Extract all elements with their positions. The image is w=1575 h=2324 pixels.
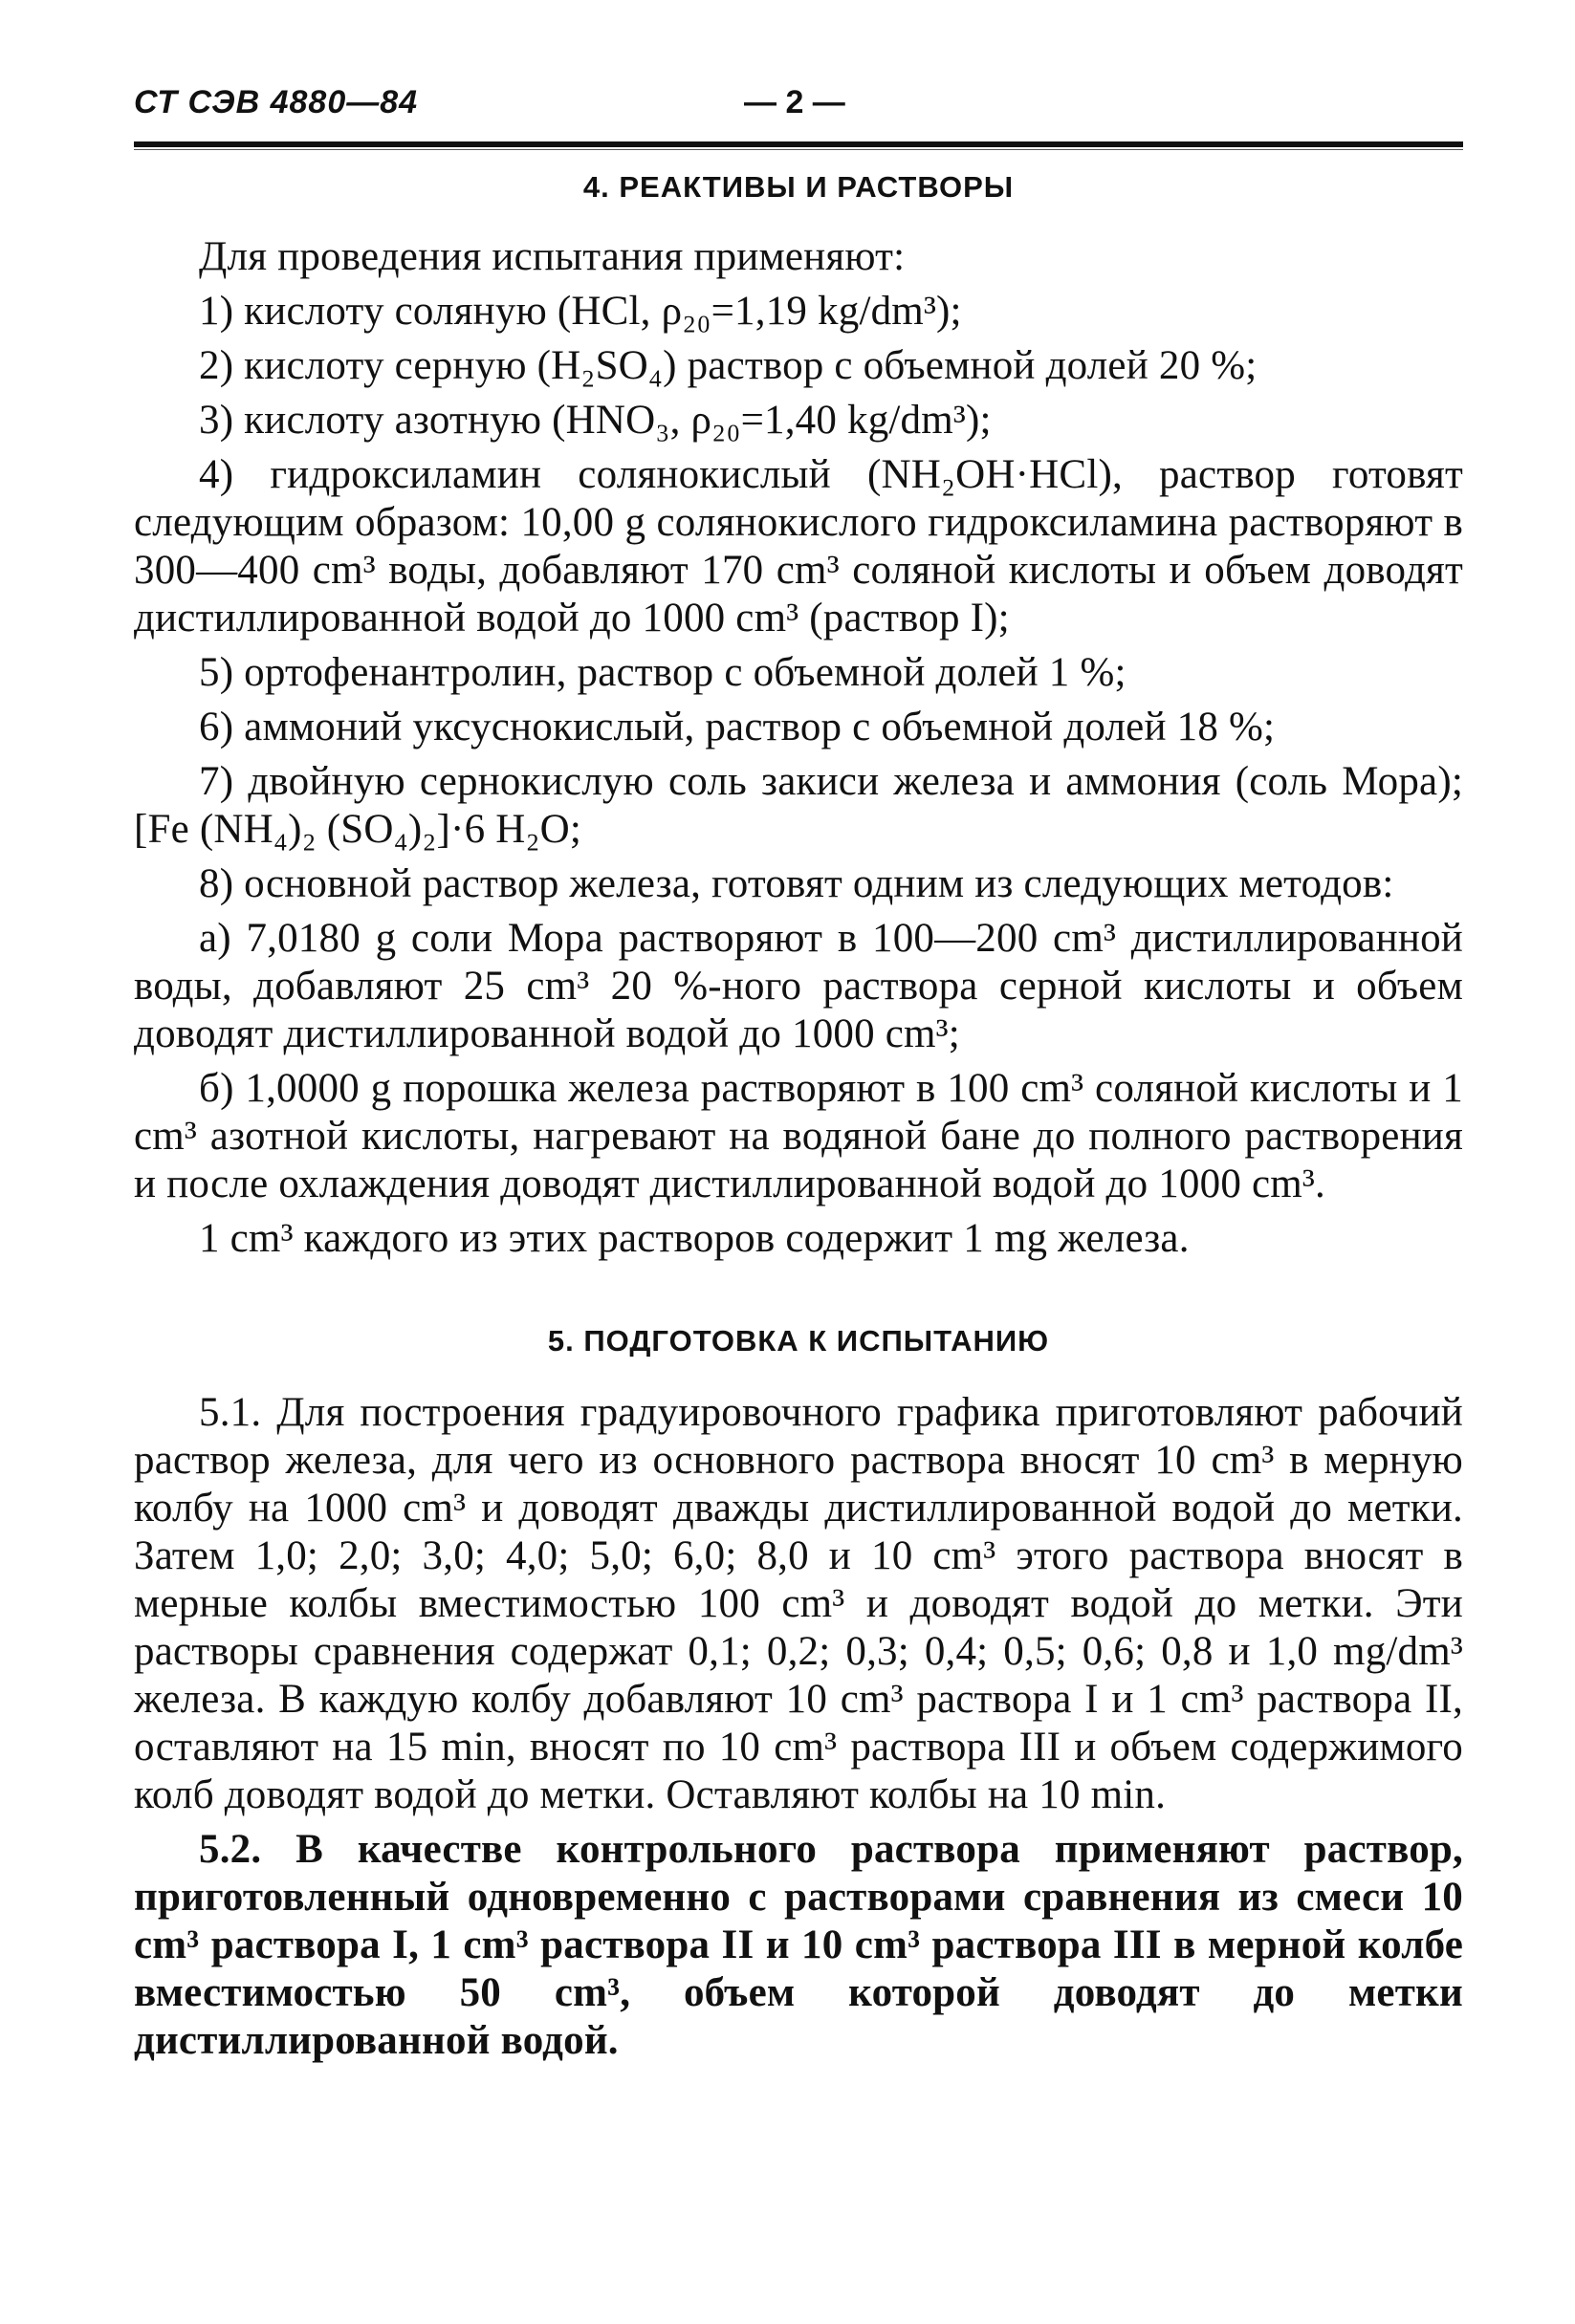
section-4-title: 4. РЕАКТИВЫ И РАСТВОРЫ xyxy=(582,170,1015,204)
method-a: а) 7,0180 g соли Мора растворяют в 100—200 cm³ дистиллированной воды, добавляют 25 cm³ 20 %-ного раствора серной кислоты и объем доводят дистиллированной водой до 1000 cm³; xyxy=(134,916,1463,1056)
page-number: — 2 — xyxy=(744,84,845,120)
clause-5-1: 5.1. Для построения градуировочного графика приготовляют рабочий раствор железа, для чего из основного раствора вносят 10 cm³ в мерную колбу на 1000 cm³ и доводят дважды дистиллированной водой до метки. Затем 1,0; 2,0; 3,0; 4,0; 5,0; 6,0; 8,0 и 10 cm³ этого раствора вносят в мерные колбы вместимостью 100 cm³ и доводят водой до метки. Эти растворы сравнения содержат 0,1; 0,2; 0,3; 0,4; 0,5; 0,6; 0,8 и 1,0 mg/dm³ железа. В каждую колбу добавляют 10 cm³ раствора I и 1 cm³ раствора II, оставляют на 15 min, вносят по 10 cm³ раствора III и объем содержимого колб доводят водой до метки. Оставляют колбы на 10 min. xyxy=(134,1390,1463,1817)
section-4-intro: Для проведения испытания применяют: xyxy=(199,234,906,279)
reagent-item-8: 8) основной раствор железа, готовят одним из следующих методов: xyxy=(199,861,1394,906)
reagent-item-4: 4) гидроксиламин солянокислый (NH₂OH·HCl), раствор готовят следующим образом: 10,00 g солянокислого гидроксиламина растворяют в 300—400 cm³ воды, добавляют 170 cm³ соляной кислоты и объем доводят дистиллированной водой до 1000 cm³ (раствор I); xyxy=(134,452,1463,641)
header-rule-thin xyxy=(134,149,1463,150)
reagent-item-3: 3) кислоту азотную (HNO₃, ρ₂₀=1,40 kg/dm³); xyxy=(199,398,992,443)
page-content xyxy=(134,168,1463,2072)
solution-note: 1 cm³ каждого из этих растворов содержит 1 mg железа. xyxy=(199,1216,1190,1261)
section-5-title: 5. ПОДГОТОВКА К ИСПЫТАНИЮ xyxy=(547,1324,1050,1357)
clause-5-2: 5.2. В качестве контрольного раствора применяют раствор, приготовленный одновременно с растворами сравнения из смеси 10 cm³ раствора I, 1 cm³ раствора II и 10 cm³ раствора III в мерной колбе вместимостью 50 cm³, объем которой доводят до метки дистиллированной водой. xyxy=(134,1827,1463,2063)
document-code: СТ СЭВ 4880—84 xyxy=(134,84,419,120)
reagent-item-5: 5) ортофенантролин, раствор с объемной долей 1 %; xyxy=(199,650,1127,695)
reagent-item-7: 7) двойную сернокислую соль закиси железа и аммония (соль Мора); [Fe (NH₄)₂ (SO₄)₂]·6 H₂O; xyxy=(134,759,1463,852)
method-b: б) 1,0000 g порошка железа растворяют в 100 cm³ соляной кислоты и 1 cm³ азотной кислоты, нагревают на водяной бане до полного растворения и после охлаждения доводят дистиллированной водой до 1000 cm³. xyxy=(134,1066,1463,1206)
reagent-item-1: 1) кислоту соляную (HCl, ρ₂₀=1,19 kg/dm³); xyxy=(199,289,962,334)
reagent-item-6: 6) аммоний уксуснокислый, раствор с объемной долей 18 %; xyxy=(199,705,1276,749)
page-header xyxy=(134,84,1463,141)
reagent-item-2: 2) кислоту серную (H₂SO₄) раствор с объемной долей 20 %; xyxy=(199,343,1258,388)
header-rule xyxy=(134,141,1463,147)
